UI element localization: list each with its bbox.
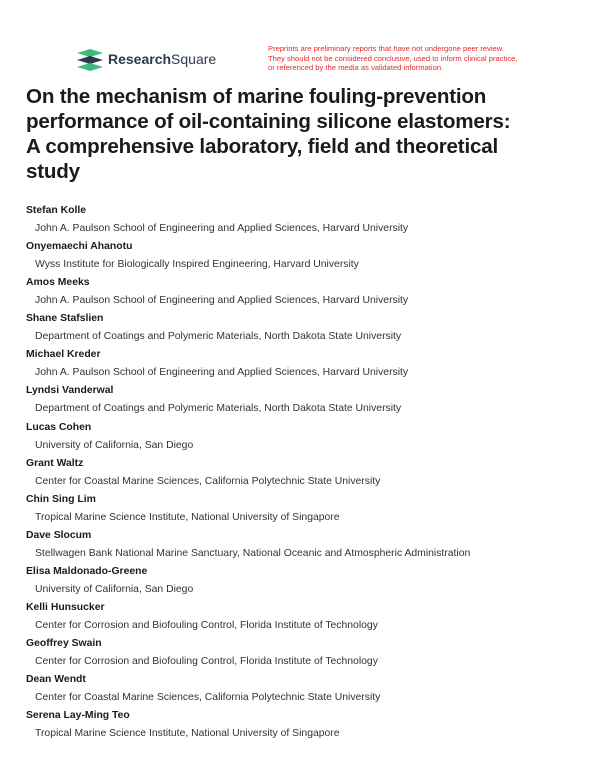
author-affiliation: University of California, San Diego bbox=[35, 583, 194, 595]
author-affiliation: Department of Coatings and Polymeric Materials, North Dakota State University bbox=[35, 403, 402, 415]
author-affiliation: Center for Corrosion and Biofouling Control, Florida Institute of Technology bbox=[35, 620, 378, 632]
research-square-logo[interactable] bbox=[76, 48, 236, 72]
author-entry bbox=[26, 239, 586, 275]
notice-line: They should not be considered conclusive, used to inform clinical practice, bbox=[268, 53, 518, 63]
author-name[interactable]: Lucas Cohen bbox=[26, 421, 92, 433]
author-name[interactable]: Stefan Kolle bbox=[26, 205, 87, 216]
title-line: A comprehensive laboratory, field and theoretical bbox=[26, 135, 498, 158]
author-affiliation: Center for Corrosion and Biofouling Control, Florida Institute of Technology bbox=[35, 656, 378, 668]
notice-line: or referenced by the media as validated information. bbox=[268, 63, 444, 73]
author-name[interactable]: Amos Meeks bbox=[26, 277, 90, 289]
notice-line: Preprints are preliminary reports that have not undergone peer review. bbox=[268, 44, 504, 53]
author-affiliation: Center for Coastal Marine Sciences, California Polytechnic State University bbox=[35, 692, 381, 704]
author-name[interactable]: Geoffrey Swain bbox=[26, 638, 102, 650]
author-name[interactable]: Kelli Hunsucker bbox=[26, 602, 105, 614]
author-entry bbox=[26, 275, 586, 311]
author-affiliation: Tropical Marine Science Institute, National University of Singapore bbox=[35, 728, 340, 740]
title-line: performance of oil-containing silicone elastomers: bbox=[26, 110, 511, 133]
logo-word-research: Research bbox=[108, 51, 172, 67]
author-affiliation: Center for Coastal Marine Sciences, California Polytechnic State University bbox=[35, 475, 381, 487]
author-entry bbox=[26, 311, 586, 347]
author-affiliation: University of California, San Diego bbox=[35, 439, 194, 451]
author-entry bbox=[26, 383, 586, 419]
logo-wordmark bbox=[108, 51, 216, 67]
author-entry bbox=[26, 672, 586, 708]
author-entry bbox=[26, 636, 586, 672]
author-affiliation: John A. Paulson School of Engineering and Applied Sciences, Harvard University bbox=[35, 367, 409, 379]
author-affiliation: Tropical Marine Science Institute, National University of Singapore bbox=[35, 511, 340, 523]
author-name[interactable]: Onyemaechi Ahanotu bbox=[26, 241, 133, 253]
author-affiliation: John A. Paulson School of Engineering and Applied Sciences, Harvard University bbox=[35, 223, 409, 234]
author-affiliation: John A. Paulson School of Engineering and Applied Sciences, Harvard University bbox=[35, 295, 409, 307]
preprint-notice bbox=[268, 44, 568, 73]
title-line: study bbox=[26, 160, 80, 183]
author-entry bbox=[26, 600, 586, 636]
author-entry bbox=[26, 456, 586, 492]
author-name[interactable]: Shane Stafslien bbox=[26, 313, 104, 325]
page-header bbox=[0, 0, 600, 80]
author-name[interactable]: Serena Lay-Ming Teo bbox=[26, 710, 130, 722]
author-affiliation: Stellwagen Bank National Marine Sanctuary, National Oceanic and Atmospheric Administration bbox=[35, 547, 471, 559]
author-name[interactable]: Chin Sing Lim bbox=[26, 493, 96, 505]
author-entry bbox=[26, 347, 586, 383]
author-name[interactable]: Dean Wendt bbox=[26, 674, 86, 686]
author-name[interactable]: Grant Waltz bbox=[26, 457, 84, 469]
research-square-logo-icon bbox=[76, 48, 104, 72]
author-name[interactable]: Michael Kreder bbox=[26, 349, 101, 361]
title-line: On the mechanism of marine fouling-prevention bbox=[26, 85, 487, 108]
author-name[interactable]: Lyndsi Vanderwal bbox=[26, 385, 114, 397]
author-entry bbox=[26, 564, 586, 600]
author-entry bbox=[26, 492, 586, 528]
author-list bbox=[26, 203, 586, 744]
author-name[interactable]: Elisa Maldonado-Greene bbox=[26, 565, 148, 577]
author-entry bbox=[26, 420, 586, 456]
author-entry bbox=[26, 528, 586, 564]
author-name[interactable]: Dave Slocum bbox=[26, 529, 92, 541]
author-entry bbox=[26, 708, 586, 744]
author-affiliation: Wyss Institute for Biologically Inspired Engineering, Harvard University bbox=[35, 259, 359, 271]
logo-word-square: Square bbox=[171, 51, 217, 67]
paper-title bbox=[26, 84, 586, 184]
author-affiliation: Department of Coatings and Polymeric Materials, North Dakota State University bbox=[35, 331, 402, 343]
author-entry bbox=[26, 203, 586, 239]
